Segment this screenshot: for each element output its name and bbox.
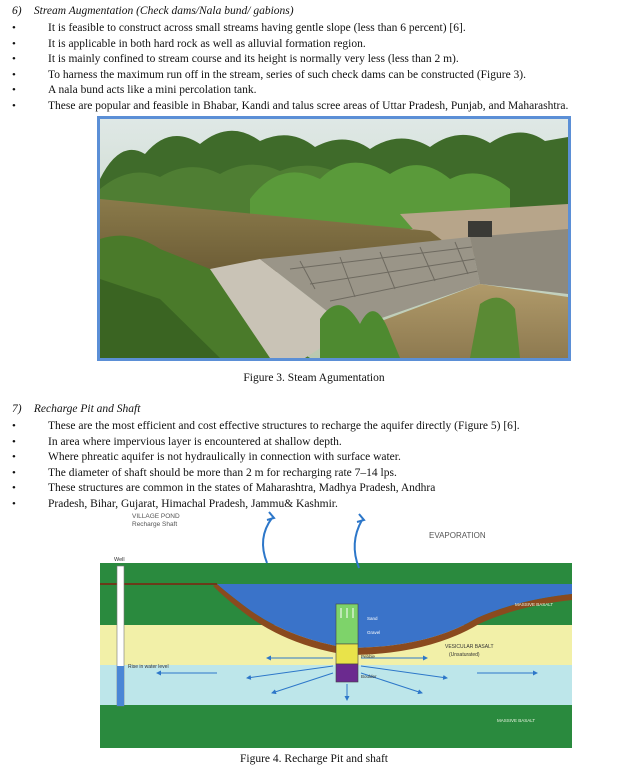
list-item: • The diameter of shaft should be more than 2 m for recharging rate 7–14 lps. <box>12 466 520 482</box>
evaporation-label: EVAPORATION <box>429 531 486 540</box>
list-item: • A nala bund acts like a mini percolation tank. <box>12 83 568 99</box>
figure-caption-4: Figure 4. Recharge Pit and shaft <box>240 753 388 765</box>
recharge-shaft-diagram <box>97 508 575 748</box>
well-label: Well <box>114 557 125 563</box>
boulder-label: Boulder <box>361 674 377 679</box>
bullet-list-stream-augmentation <box>12 21 568 114</box>
list-item: • Where phreatic aquifer is not hydraulically in connection with surface water. <box>12 450 520 466</box>
check-dam-photo <box>97 116 571 361</box>
recharge-shaft-svg <box>97 508 575 748</box>
pond-subtitle: Recharge Shaft <box>132 521 178 528</box>
water-level-label: Rise in water level <box>128 664 169 670</box>
sand-label: Sand <box>367 616 378 621</box>
massive-basalt-bottom-label: MASSIVE BASALT <box>497 718 536 723</box>
list-item: • Pradesh, Bihar, Gujarat, Himachal Pradesh, Jammu& Kashmir. <box>12 497 520 513</box>
unsaturated-label: (Unsaturated) <box>449 652 480 658</box>
list-item: • It is feasible to construct across small streams having gentle slope (less than 6 percent) [6]. <box>12 21 568 37</box>
section-title: Stream Augmentation (Check dams/Nala bund/ gabions) <box>33 5 294 17</box>
list-item: • It is mainly confined to stream course and its height is normally very less (less than 2 m). <box>12 52 568 68</box>
figure-caption-3: Figure 3. Steam Agumentation <box>243 372 385 384</box>
list-item: • To harness the maximum run off in the stream, series of such check dams can be constructed (Figure 3). <box>12 68 568 84</box>
shaft-boulder <box>336 664 358 682</box>
evaporation-arrow <box>355 520 362 568</box>
list-item: • In area where impervious layer is encountered at shallow depth. <box>12 435 520 451</box>
list-item: • These are the most efficient and cost effective structures to recharge the aquifer directly (Figure 5) [6]. <box>12 419 520 435</box>
pond-title: VILLAGE POND <box>132 513 180 520</box>
list-item: • These are popular and feasible in Bhabar, Kandi and talus scree areas of Uttar Pradesh, Punjab, and Maharashtra. <box>12 99 568 115</box>
massive-basalt-top-label: MASSIVE BASALT <box>515 602 554 607</box>
vesicular-basalt-label: VESICULAR BASALT <box>445 644 494 650</box>
shaft-pebble <box>336 644 358 664</box>
section-heading-recharge-pit <box>12 403 140 415</box>
check-dam-illustration <box>100 119 568 358</box>
list-item: • It is applicable in both hard rock as well as alluvial formation region. <box>12 37 568 53</box>
section-number: 7) <box>12 403 22 415</box>
pebble-label: Pebble <box>361 654 376 659</box>
massive-basalt-bottom-layer <box>100 705 572 748</box>
gravel-label: Gravel <box>367 630 381 635</box>
evaporation-arrow <box>263 518 272 563</box>
section-number: 6) <box>12 5 22 17</box>
section-heading-stream-augmentation <box>12 5 294 17</box>
bullet-list-recharge-pit <box>12 419 520 512</box>
section-title: Recharge Pit and Shaft <box>33 403 141 415</box>
list-item: • These structures are common in the states of Maharashtra, Madhya Pradesh, Andhra <box>12 481 520 497</box>
